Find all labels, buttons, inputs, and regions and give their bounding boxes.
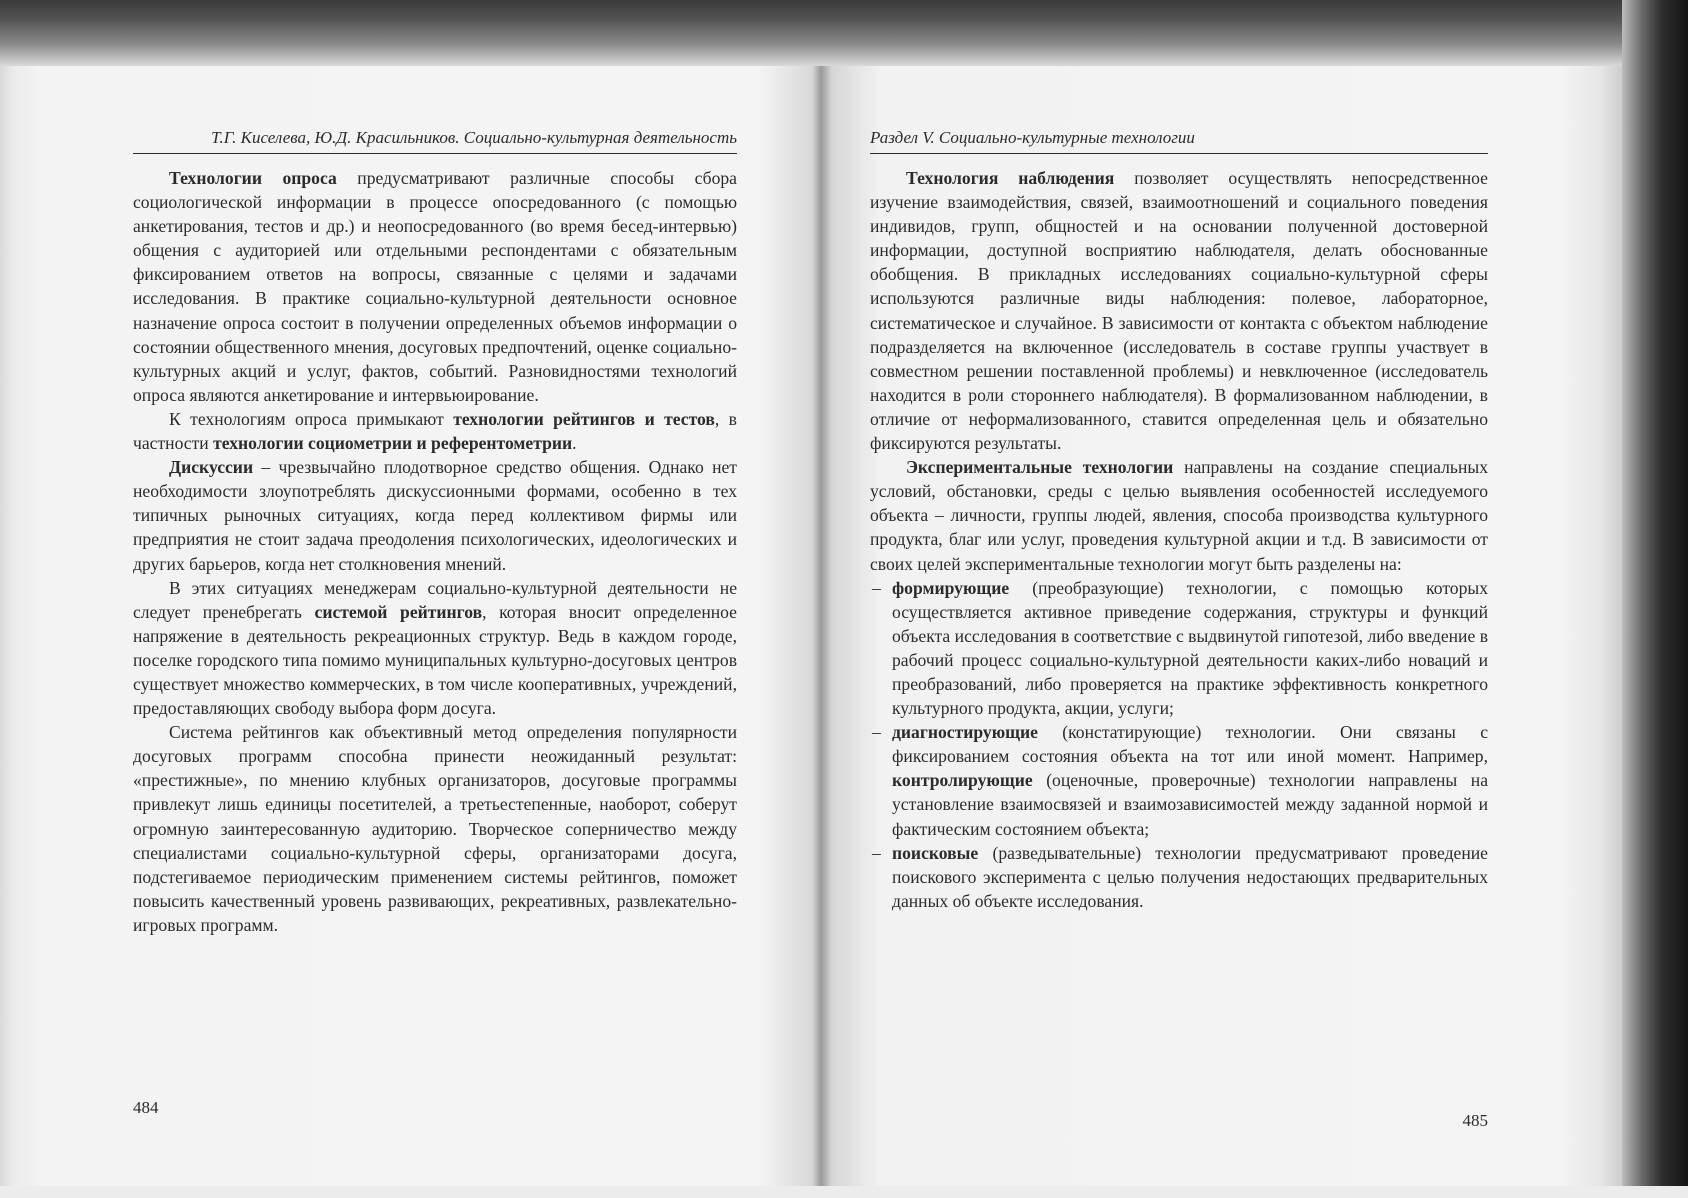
list-item bbox=[870, 841, 1488, 913]
page-number-left: 484 bbox=[133, 1098, 159, 1117]
text-run: К технологиям опроса примыкают bbox=[169, 408, 454, 429]
bold-term: Технологии опроса bbox=[169, 168, 337, 188]
running-header-right: Раздел V. Социально-культурные технологии bbox=[870, 128, 1488, 154]
list-dash: – bbox=[872, 577, 881, 598]
bold-term: формирующие bbox=[892, 577, 1010, 598]
text-run: . bbox=[572, 433, 577, 454]
bold-term: технологии социометрии и референтометрии bbox=[213, 433, 573, 454]
list-dash: – bbox=[872, 842, 881, 863]
bold-term: Экспериментальные технологии bbox=[906, 457, 1174, 478]
paragraph bbox=[870, 455, 1488, 575]
paragraph bbox=[870, 166, 1488, 455]
text-run: направлены на создание специальных условий, обстановки, среды с целью выявления особенностей исследуемого объекта – личности, группы людей, явления, способа производства культурного продукта, благ или услуг, проведения культурной акции и т.д. В зависимости от своих целей экспериментальные технологии могут быть разделены на: bbox=[870, 457, 1488, 574]
scanner-right-shadow bbox=[1622, 0, 1688, 1198]
page-number-right: 485 bbox=[1462, 1111, 1488, 1130]
bold-term: диагностирующие bbox=[892, 722, 1038, 743]
paragraph bbox=[133, 455, 737, 575]
text-run: предусматривают различные способы сбора социологической информации в процессе опосредованного (с помощью анкетирования, тестов и др.) и неопосредованного (во время бесед-интервью) общения с аудиторией или отдельными респондентами с обязательным фиксированием ответов на вопросы, связанные с целями и задачами исследования. В практике социально-культурной деятельности основное назначение опроса состоит в получении определенных объемов информации о состоянии общественного мнения, досуговых предпочтений, оценке социально-культурных акций и услуг, фактов, событий. Разновидностями технологий опроса являются анкетирование и интервьюирование. bbox=[133, 168, 737, 405]
bold-term: поисковые bbox=[892, 842, 979, 863]
experimental-technologies-list bbox=[870, 576, 1488, 913]
bold-term: контролирующие bbox=[892, 770, 1033, 791]
text-run: (разведывательные) технологии предусматривают проведение поискового эксперимента с целью получения недостающих предварительных данных об объекте исследования. bbox=[892, 842, 1488, 911]
list-item bbox=[870, 576, 1488, 721]
list-item bbox=[870, 720, 1488, 840]
bold-term: Дискуссии bbox=[169, 457, 254, 478]
paragraph bbox=[133, 166, 737, 407]
bold-term: технологии рейтингов и тестов bbox=[453, 408, 715, 429]
text-run: позволяет осуществлять непосредственное изучение взаимодействия, связей, взаимоотношений и социального поведения индивидов, групп, общностей и на основании полученной достоверной информации, доступной восприятию наблюдателя, делать обоснованные обобщения. В прикладных исследованиях социально-культурной сферы используются различные виды наблюдения: полевое, лабораторное, систематическое и случайное. В зависимости от контакта с объектом наблюдение подразделяется на включенное (исследователь в составе группы участвует в совместном решении поставленной проблемы) и невключенное (исследователь находится в роли стороннего наблюдателя). В формализованном наблюдении, в отличие от неформализованного, ставится определенная цель и обязательно фиксируются результаты. bbox=[870, 168, 1488, 454]
bold-term: системой рейтингов bbox=[314, 601, 483, 622]
left-page bbox=[133, 128, 737, 1117]
scanner-top-shadow bbox=[0, 0, 1688, 66]
text-run: (преобразующие) технологии, с помощью которых осуществляется активное приведение содержания, структуры и функций объекта исследования в соответствие с выдвинутой гипотезой, либо введение в рабочий процесс социально-культурной деятельности каких-либо новаций и преобразований, либо проверяется на практике эффективность конкретного культурного продукта, акции, услуги; bbox=[892, 577, 1488, 719]
right-page bbox=[870, 128, 1488, 1130]
bold-term: Технология наблюдения bbox=[906, 168, 1115, 188]
paragraph bbox=[133, 576, 737, 721]
text-run: , которая вносит определенное напряжение в деятельность рекреационных структур. Ведь в каждом городе, поселке городского типа помимо муниципальных культурно-досуговых центров существует множество коммерческих, в том числе кооперативных, учреждений, предоставляющих свободу выбора форм досуга. bbox=[133, 601, 737, 719]
paragraph bbox=[133, 407, 737, 455]
right-page-body bbox=[870, 166, 1488, 576]
list-dash: – bbox=[872, 722, 881, 743]
text-run: – чрезвычайно плодотворное средство общения. Однако нет необходимости злоупотреблять дискуссионными формами, особенно в тех типичных рыночных ситуациях, когда перед коллективом фирмы или предприятия не стоит задача преодоления психологических, идеологических и других барьеров, когда нет столкновения мнений. bbox=[133, 457, 737, 574]
left-page-body bbox=[133, 166, 737, 937]
bottom-margin bbox=[0, 1186, 1688, 1198]
running-header-left: Т.Г. Киселева, Ю.Д. Красильников. Социально-культурная деятельность bbox=[133, 128, 737, 154]
text-run: В этих ситуациях менеджерам социально-культурной деятельности не следует пренебрегать bbox=[133, 577, 737, 622]
text-run: , в частности bbox=[133, 408, 737, 454]
text-run: (оценочные, проверочные) технологии направлены на установление взаимосвязей и взаимозависимостей между заданной нормой и фактическим состоянием объекта; bbox=[892, 770, 1488, 839]
text-run: Система рейтингов как объективный метод определения популярности досуговых программ способна принести неожиданный результат: «престижные», по мнению клубных организаторов, досуговые программы привлекут лишь единицы посетителей, а третьестепенные, наоборот, соберут огромную заинтересованную аудиторию. Творческое соперничество между специалистами социально-культурной сферы, организаторами досуга, подстегиваемое периодическим применением системы рейтингов, поможет повысить качественный уровень развивающих, рекреативных, развлекательно-игровых программ. bbox=[133, 722, 737, 935]
text-run: (констатирующие) технологии. Они связаны с фиксированием состояния объекта на тот или иной момент. Например, bbox=[892, 722, 1488, 767]
paragraph bbox=[133, 720, 737, 937]
